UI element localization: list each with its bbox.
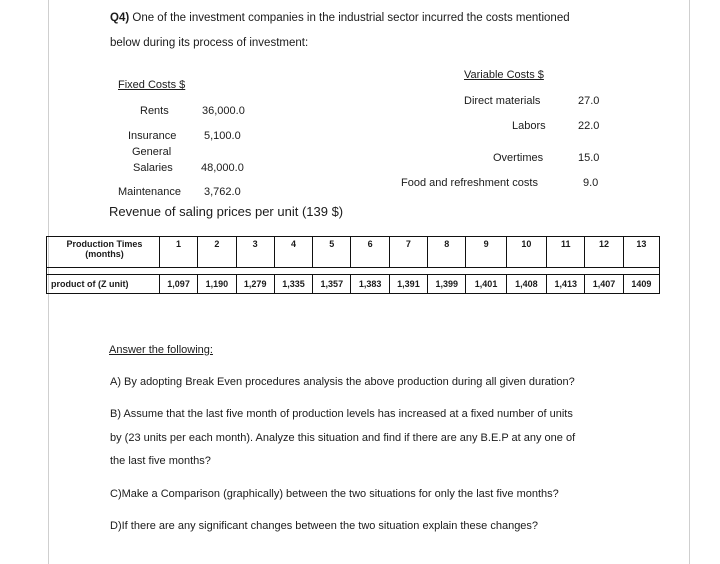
table-row	[47, 275, 660, 294]
units-cell: 1,383	[351, 275, 389, 294]
fixed-cost-name: Maintenance	[118, 186, 181, 198]
fixed-cost-name: Salaries	[133, 162, 173, 174]
units-cell: 1409	[623, 275, 659, 294]
header-text-b: (months)	[85, 249, 124, 259]
units-cell: 1,335	[274, 275, 312, 294]
variable-cost-value: 22.0	[578, 120, 600, 132]
table-spacer	[47, 268, 660, 275]
units-cell: 1,407	[585, 275, 623, 294]
month-cell: 13	[623, 237, 659, 268]
question-line-1	[110, 12, 570, 24]
month-cell: 11	[547, 237, 585, 268]
question-text-1: One of the investment companies in the industrial sector incurred the costs mentioned	[132, 12, 570, 24]
month-cell: 12	[585, 237, 623, 268]
fixed-cost-name: General	[132, 146, 172, 158]
header-text-a: Production Times	[66, 239, 143, 249]
answer-item-c: C)Make a Comparison (graphically) between the two situations for only the last five months?	[110, 488, 559, 500]
table-row	[47, 237, 660, 268]
fixed-cost-name: Rents	[140, 105, 169, 117]
production-table	[46, 236, 660, 294]
answer-item-b-line1: B) Assume that the last five month of production levels has increased at a fixed number of units	[110, 408, 573, 420]
variable-cost-name: Overtimes	[493, 152, 544, 164]
units-cell: 1,408	[506, 275, 546, 294]
answer-item-a: A) By adopting Break Even procedures analysis the above production during all given duration?	[110, 376, 575, 388]
row-header-production-times	[47, 237, 160, 268]
month-cell: 4	[274, 237, 312, 268]
variable-cost-name: Labors	[512, 120, 546, 132]
units-cell: 1,401	[466, 275, 506, 294]
fixed-cost-value: 36,000.0	[202, 105, 245, 117]
month-cell: 10	[506, 237, 546, 268]
variable-cost-value: 27.0	[578, 95, 600, 107]
question-line-2: below during its process of investment:	[110, 37, 309, 49]
variable-cost-value: 15.0	[578, 152, 600, 164]
answer-item-d: D)If there are any significant changes between the two situation explain these changes?	[110, 520, 539, 532]
month-cell: 5	[313, 237, 351, 268]
month-cell: 9	[466, 237, 506, 268]
answer-heading: Answer the following:	[109, 344, 213, 356]
month-cell: 2	[198, 237, 236, 268]
units-cell: 1,190	[198, 275, 236, 294]
fixed-cost-value: 3,762.0	[204, 186, 241, 198]
month-cell: 8	[428, 237, 466, 268]
spacer-cell	[47, 268, 660, 275]
fixed-cost-name: Insurance	[128, 130, 177, 142]
month-cell: 6	[351, 237, 389, 268]
fixed-cost-value: 48,000.0	[201, 162, 244, 174]
variable-costs-heading: Variable Costs $	[464, 69, 544, 81]
units-cell: 1,413	[547, 275, 585, 294]
row-header-product: product of (Z unit)	[47, 275, 160, 294]
question-label: Q4)	[110, 12, 130, 24]
month-cell: 7	[389, 237, 427, 268]
month-cell: 1	[159, 237, 197, 268]
month-cell: 3	[236, 237, 274, 268]
variable-cost-name: Food and refreshment costs	[401, 177, 538, 189]
variable-cost-name: Direct materials	[464, 95, 541, 107]
fixed-cost-value: 5,100.0	[204, 130, 241, 142]
fixed-costs-heading: Fixed Costs $	[118, 79, 186, 91]
units-cell: 1,357	[313, 275, 351, 294]
units-cell: 1,279	[236, 275, 274, 294]
answer-item-b-line2: by (23 units per each month). Analyze this situation and find if there are any B.E.P at any one of	[110, 432, 576, 444]
variable-cost-value: 9.0	[583, 177, 599, 189]
units-cell: 1,399	[428, 275, 466, 294]
revenue-line: Revenue of saling prices per unit (139 $)	[109, 204, 344, 219]
units-cell: 1,391	[389, 275, 427, 294]
units-cell: 1,097	[159, 275, 197, 294]
answer-item-b-line3: the last five months?	[110, 455, 211, 467]
